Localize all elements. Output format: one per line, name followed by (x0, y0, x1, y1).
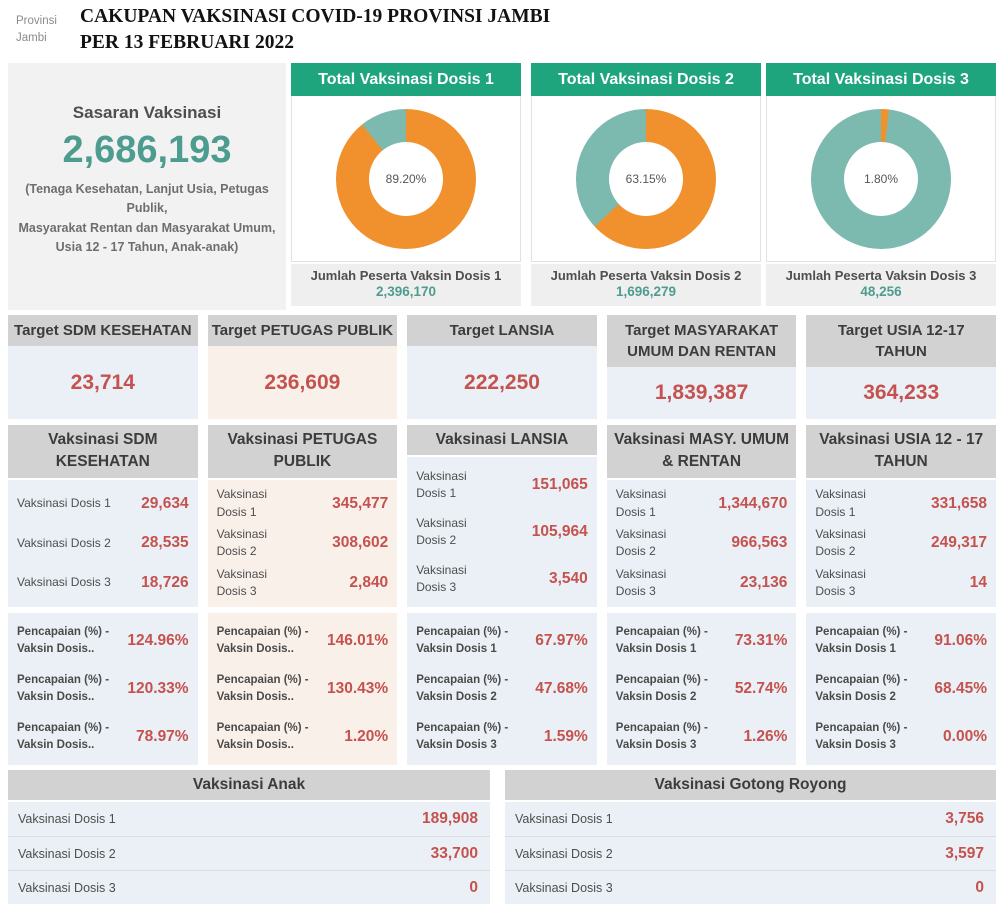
row-value: 0 (469, 878, 478, 896)
donut-footer-value: 2,396,170 (375, 284, 437, 299)
row-label: Vaksinasi Dosis 2 (515, 846, 613, 861)
vax-column-lansia (407, 425, 597, 765)
panel-rows (8, 802, 490, 904)
pencapaian-value: 124.96% (127, 632, 189, 649)
pencapaian-label: Pencapaian (%) - Vaksin Dosis.. (216, 722, 309, 751)
dose-row (17, 495, 189, 513)
dose-label: Vaksinasi Dosis 3 (216, 566, 268, 599)
target-value: 364,233 (806, 367, 996, 419)
pencapaian-value: 0.00% (943, 728, 987, 745)
dose-row (416, 515, 588, 550)
dose-row (416, 468, 588, 503)
target-label: Target USIA 12-17 TAHUN (806, 315, 996, 367)
pencapaian-label: Pencapaian (%) - Vaksin Dosis 2 (615, 674, 708, 703)
dose-value: 331,658 (930, 494, 987, 512)
sasaran-panel (8, 63, 286, 310)
pencapaian-value: 1.26% (743, 728, 788, 745)
donut-footer (291, 264, 521, 306)
pencapaian-block (208, 613, 398, 765)
row-label: Vaksinasi Dosis 3 (18, 880, 116, 895)
dose-value: 18,726 (141, 574, 189, 592)
dose-value: 14 (969, 574, 987, 592)
panel-title: Vaksinasi Anak (8, 770, 490, 800)
table-row (8, 836, 490, 870)
dose-block (208, 480, 398, 607)
target-box-usia-12-17 (806, 315, 996, 419)
dose-row (616, 566, 788, 601)
pencapaian-block (806, 613, 996, 765)
pencapaian-value: 47.68% (535, 680, 588, 697)
target-value: 23,714 (8, 346, 198, 419)
target-value: 1,839,387 (607, 367, 797, 419)
sasaran-desc-line: (Tenaga Kesehatan, Lanjut Usia, Petugas (25, 182, 269, 196)
row-value: 3,597 (945, 844, 984, 862)
pencapaian-row (416, 672, 588, 705)
pencapaian-value: 1.20% (344, 728, 389, 745)
donut-panel-title: Total Vaksinasi Dosis 1 (291, 63, 521, 96)
region-line2: Jambi (16, 32, 47, 45)
donut-panel-dosis-2 (531, 63, 761, 306)
donut-footer-label: Jumlah Peserta Vaksin Dosis 1 (310, 268, 502, 283)
target-label: Target MASYARAKAT UMUM DAN RENTAN (607, 315, 797, 367)
dose-value: 345,477 (332, 494, 389, 512)
dose-value: 151,065 (531, 476, 588, 494)
target-box-lansia (407, 315, 597, 419)
dose-label: Vaksinasi Dosis 2 (17, 535, 111, 550)
dose-value: 105,964 (531, 523, 588, 541)
dose-value: 966,563 (731, 534, 788, 552)
pencapaian-value: 52.74% (734, 680, 788, 697)
dose-label: Vaksinasi Dosis 1 (615, 487, 667, 519)
pencapaian-block (8, 613, 198, 765)
vax-column-header: Vaksinasi USIA 12 - 17 TAHUN (806, 425, 996, 478)
pencapaian-value: 146.01% (326, 632, 389, 649)
pencapaian-value: 91.06% (934, 632, 987, 649)
pencapaian-row (416, 720, 588, 753)
dose-label: Vaksinasi Dosis 2 (216, 527, 268, 559)
donut-panel-dosis-1 (291, 63, 521, 306)
vax-column-header: Vaksinasi MASY. UMUM & RENTAN (607, 425, 797, 478)
pencapaian-row (17, 624, 189, 657)
pencapaian-row (217, 624, 389, 657)
pencapaian-label: Pencapaian (%) - Vaksin Dosis 2 (815, 674, 908, 703)
target-value: 222,250 (407, 346, 597, 419)
vaccination-columns-row (8, 425, 996, 765)
targets-row (8, 315, 996, 419)
sasaran-title: Sasaran Vaksinasi (72, 103, 222, 122)
pencapaian-value: 120.33% (127, 680, 189, 697)
table-row (8, 870, 490, 904)
vax-column-header: Vaksinasi LANSIA (407, 425, 597, 455)
donut-footer (766, 264, 996, 306)
target-label: Target PETUGAS PUBLIK (208, 315, 398, 346)
row-value: 33,700 (430, 844, 478, 862)
sasaran-value: 2,686,193 (62, 129, 232, 171)
panel-vaksinasi-gotong-royong (505, 770, 996, 904)
vax-column-header: Vaksinasi PETUGAS PUBLIK (208, 425, 398, 478)
dose-row (616, 486, 788, 521)
donut-chart-area (766, 96, 996, 262)
donut-chart-dosis-3[interactable] (811, 109, 951, 249)
dose-value: 249,317 (930, 534, 987, 552)
dose-label: Vaksinasi Dosis 3 (416, 563, 467, 595)
dose-label: Vaksinasi Dosis 1 (17, 496, 111, 511)
donut-footer-label: Jumlah Peserta Vaksin Dosis 3 (785, 268, 977, 283)
dose-block (407, 457, 597, 607)
pencapaian-row (616, 720, 788, 753)
dose-row (815, 486, 987, 521)
pencapaian-block (607, 613, 797, 765)
dose-value: 1,344,670 (718, 494, 788, 512)
dose-row (217, 486, 389, 521)
dose-value: 3,540 (549, 570, 588, 588)
pencapaian-label: Pencapaian (%) - Vaksin Dosis 1 (615, 626, 708, 655)
donut-chart-area (291, 96, 521, 262)
panel-rows (505, 802, 996, 904)
table-row (8, 802, 490, 836)
pencapaian-label: Pencapaian (%) - Vaksin Dosis 3 (615, 722, 708, 751)
row-label: Vaksinasi Dosis 1 (18, 812, 116, 826)
dose-row (616, 526, 788, 561)
dose-block (806, 480, 996, 607)
pencapaian-row (616, 624, 788, 657)
pencapaian-value: 130.43% (326, 680, 389, 697)
dose-row (815, 566, 987, 601)
sasaran-desc-line: Publik, (126, 201, 168, 216)
table-row (505, 870, 996, 904)
dose-label: Vaksinasi Dosis 2 (416, 515, 467, 548)
dose-label: Vaksinasi Dosis 3 (17, 575, 111, 590)
dose-row (217, 526, 389, 561)
vax-column-petugas-publik (208, 425, 398, 765)
donut-footer-value: 1,696,279 (615, 284, 677, 299)
donut-chart-area (531, 96, 761, 262)
donut-chart-dosis-1[interactable] (336, 109, 476, 249)
pencapaian-label: Pencapaian (%) - Vaksin Dosis.. (17, 722, 110, 751)
dose-value: 29,634 (141, 494, 189, 512)
vax-column-header: Vaksinasi SDM KESEHATAN (8, 425, 198, 478)
pencapaian-row (815, 624, 987, 657)
donut-panel-dosis-3 (766, 63, 996, 306)
pencapaian-block (407, 613, 597, 765)
dose-value: 23,136 (739, 574, 788, 592)
dose-label: Vaksinasi Dosis 3 (815, 566, 866, 599)
dose-row (17, 534, 189, 552)
pencapaian-value: 67.97% (535, 632, 588, 649)
pencapaian-label: Pencapaian (%) - Vaksin Dosis.. (17, 626, 110, 655)
donut-center-label: 89.20% (369, 142, 443, 216)
sasaran-desc-line: Usia 12 - 17 Tahun, Anak-anak) (55, 240, 239, 255)
row-value: 3,756 (945, 810, 984, 827)
target-box-petugas-publik (208, 315, 398, 419)
pencapaian-label: Pencapaian (%) - Vaksin Dosis 2 (416, 674, 509, 703)
donut-panel-title: Total Vaksinasi Dosis 3 (766, 63, 996, 96)
pencapaian-label: Pencapaian (%) - Vaksin Dosis 1 (416, 626, 509, 655)
pencapaian-label: Pencapaian (%) - Vaksin Dosis 3 (815, 722, 908, 751)
donut-footer (531, 264, 761, 306)
region-label (16, 13, 57, 48)
pencapaian-value: 1.59% (543, 728, 588, 745)
vax-column-usia-12-17 (806, 425, 996, 765)
page-title-line2: PER 13 FEBRUARI 2022 (80, 32, 294, 54)
pencapaian-label: Pencapaian (%) - Vaksin Dosis.. (216, 674, 309, 703)
pencapaian-label: Pencapaian (%) - Vaksin Dosis 3 (416, 722, 509, 751)
dose-block (607, 480, 797, 607)
pencapaian-row (217, 672, 389, 705)
row-label: Vaksinasi Dosis 2 (18, 846, 116, 861)
dose-value: 308,602 (332, 534, 389, 552)
target-box-sdm-kesehatan (8, 315, 198, 419)
table-row (505, 802, 996, 836)
row-value: 189,908 (421, 810, 478, 827)
dose-label: Vaksinasi Dosis 2 (615, 527, 667, 559)
pencapaian-row (217, 720, 389, 753)
pencapaian-label: Pencapaian (%) - Vaksin Dosis.. (17, 674, 110, 703)
panel-title: Vaksinasi Gotong Royong (505, 770, 996, 800)
dose-row (17, 574, 189, 592)
vax-column-masyarakat-umum (607, 425, 797, 765)
panel-vaksinasi-anak (8, 770, 490, 904)
dose-label: Vaksinasi Dosis 2 (815, 527, 866, 559)
pencapaian-row (416, 624, 588, 657)
page-title-line1: CAKUPAN VAKSINASI COVID-19 PROVINSI JAMBI (80, 6, 551, 27)
donut-panel-title: Total Vaksinasi Dosis 2 (531, 63, 761, 96)
dose-label: Vaksinasi Dosis 1 (216, 487, 268, 519)
donut-chart-dosis-2[interactable] (576, 109, 716, 249)
pencapaian-value: 68.45% (934, 680, 987, 697)
dose-row (815, 526, 987, 561)
dose-value: 28,535 (141, 534, 189, 552)
target-label: Target LANSIA (407, 315, 597, 346)
dose-label: Vaksinasi Dosis 3 (615, 566, 667, 599)
donut-center-label: 1.80% (844, 142, 918, 216)
target-value: 236,609 (208, 346, 398, 419)
pencapaian-row (815, 720, 987, 753)
dose-row (416, 562, 588, 597)
pencapaian-value: 78.97% (136, 728, 189, 745)
row-label: Vaksinasi Dosis 1 (515, 812, 613, 826)
sasaran-description (8, 180, 286, 258)
target-box-masyarakat-umum (607, 315, 797, 419)
page-title (80, 4, 550, 57)
dose-row (217, 566, 389, 601)
donut-footer-label: Jumlah Peserta Vaksin Dosis 2 (550, 268, 742, 283)
pencapaian-row (17, 720, 189, 753)
pencapaian-row (616, 672, 788, 705)
pencapaian-row (815, 672, 987, 705)
pencapaian-label: Pencapaian (%) - Vaksin Dosis.. (216, 626, 309, 655)
dose-value: 2,840 (349, 574, 389, 592)
donut-footer-value: 48,256 (860, 284, 902, 299)
row-label: Vaksinasi Dosis 3 (515, 880, 613, 895)
donut-center-label: 63.15% (609, 142, 683, 216)
dose-block (8, 480, 198, 607)
pencapaian-row (17, 672, 189, 705)
pencapaian-label: Pencapaian (%) - Vaksin Dosis 1 (815, 626, 908, 655)
sasaran-desc-line: Masyarakat Rentan dan Masyarakat Umum, (18, 220, 276, 235)
table-row (505, 836, 996, 870)
pencapaian-value: 73.31% (734, 632, 788, 649)
dose-label: Vaksinasi Dosis 1 (416, 468, 467, 501)
vax-column-sdm-kesehatan (8, 425, 198, 765)
dose-label: Vaksinasi Dosis 1 (815, 487, 866, 519)
region-line1: Provinsi (16, 15, 57, 27)
row-value: 0 (975, 878, 984, 896)
target-label: Target SDM KESEHATAN (8, 315, 198, 346)
